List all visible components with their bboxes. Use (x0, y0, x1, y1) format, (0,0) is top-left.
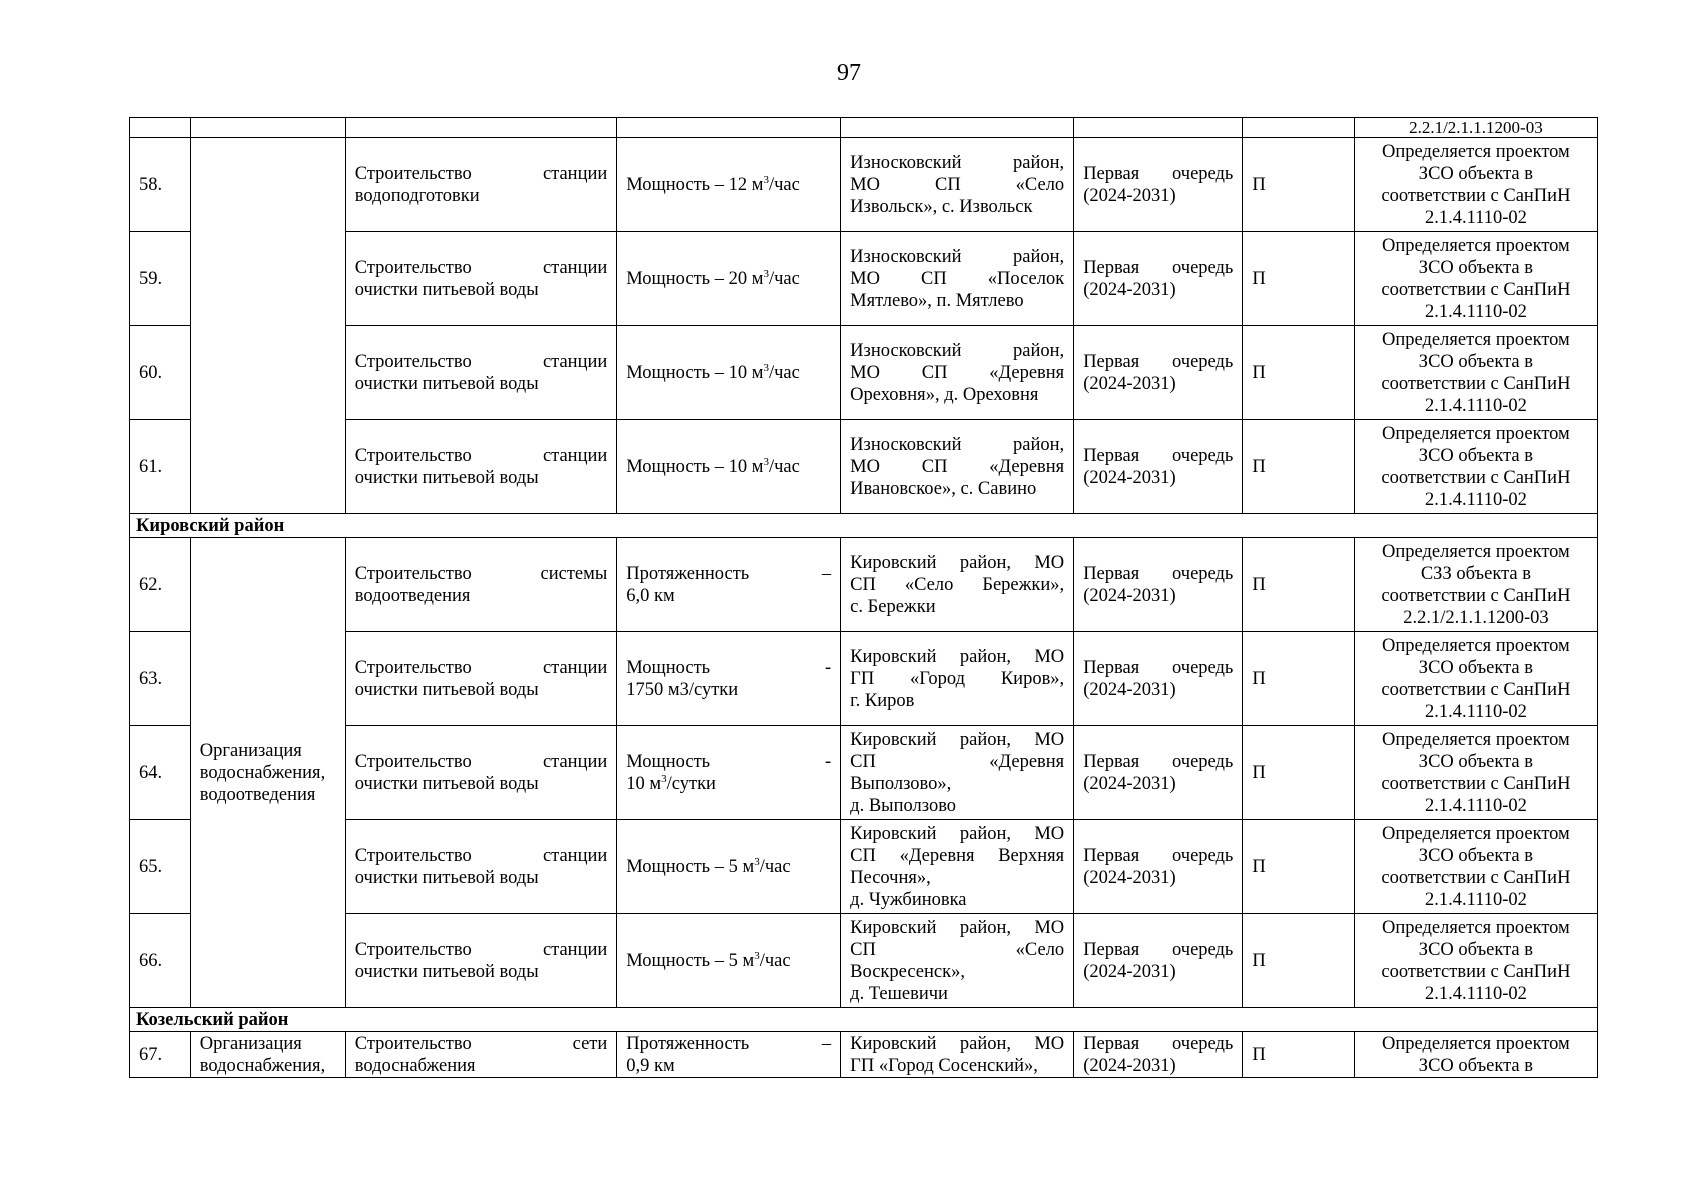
cell-line: водоотведения (354, 585, 471, 606)
row-number: 59. (130, 232, 191, 326)
sanitary-note (1354, 420, 1597, 514)
cell-line: ЗСО объекта в (1418, 445, 1533, 466)
cell-line: ГП «Город Киров», (850, 668, 1065, 689)
cell-line: очистки питьевой воды (354, 467, 539, 488)
cell-line: Выползово», (850, 773, 952, 794)
cell-line: СП «Деревня (850, 751, 1065, 772)
cell-line: соответствии с СанПиН (1381, 961, 1571, 982)
cell-line: Определяется проектом (1382, 729, 1570, 750)
cell-line: Кировский район, МО (850, 646, 1065, 667)
work-description (345, 820, 617, 914)
cell-line: очистки питьевой воды (354, 867, 539, 888)
cell-line: Песочня», (850, 867, 931, 888)
status: П (1243, 538, 1354, 632)
phase: Первая очередь (2024-2031) (1074, 726, 1243, 820)
location (841, 1032, 1074, 1078)
cell-line: Строительство станции (354, 939, 608, 960)
cell-line: Извольск», с. Извольск (850, 196, 1033, 217)
empty-cell (1074, 118, 1243, 138)
phase: Первая очередь (2024-2031) (1074, 632, 1243, 726)
cell-line: Мощность – 10 $м^3$/час (626, 361, 800, 383)
cell-line: Износковский район, (850, 246, 1065, 267)
section-row (130, 1008, 1598, 1032)
cell-line: соответствии с СанПиН (1381, 867, 1571, 888)
capacity (617, 1032, 841, 1078)
cell-line: Организация (199, 1033, 302, 1054)
cell-line: водоснабжения (354, 1055, 476, 1076)
capacity (617, 632, 841, 726)
capacity (617, 420, 841, 514)
row-number: 63. (130, 632, 191, 726)
cell-line: д. Чужбиновка (850, 889, 967, 910)
cell-line: ЗСО объекта в (1418, 351, 1533, 372)
cell-line: 0,9 км (626, 1055, 675, 1076)
work-description (345, 1032, 617, 1078)
cell-line: 10 $м^3$/сутки (626, 772, 716, 794)
sanitary-note (1354, 232, 1597, 326)
continuation-note: 2.2.1/2.1.1.1200-03 (1354, 118, 1597, 138)
empty-cell (617, 118, 841, 138)
cell-line: 1750 м3/сутки (626, 679, 739, 700)
cell-line: г. Киров (850, 690, 915, 711)
table-body (130, 118, 1598, 1078)
cell-line: Строительство системы (354, 563, 608, 584)
cell-line: очистки питьевой воды (354, 961, 539, 982)
cell-line: Мощность – 10 $м^3$/час (626, 455, 800, 477)
sanitary-note (1354, 632, 1597, 726)
cell-line: соответствии с СанПиН (1381, 467, 1571, 488)
location (841, 420, 1074, 514)
cell-line: ЗСО объекта в (1418, 845, 1533, 866)
work-description (345, 138, 617, 232)
cell-line: ЗСО объекта в (1418, 163, 1533, 184)
cell-line: Определяется проектом (1382, 635, 1570, 656)
cell-line: соответствии с СанПиН (1381, 773, 1571, 794)
cell-line: очистки питьевой воды (354, 279, 539, 300)
work-description (345, 420, 617, 514)
cell-line: Определяется проектом (1382, 1033, 1570, 1054)
phase: Первая очередь (2024-2031) (1074, 820, 1243, 914)
work-description (345, 538, 617, 632)
work-description (345, 726, 617, 820)
sanitary-note (1354, 1032, 1597, 1078)
row-number: 58. (130, 138, 191, 232)
location (841, 632, 1074, 726)
empty-cell (345, 118, 617, 138)
status: П (1243, 1032, 1354, 1078)
phase: Первая очередь (2024-2031) (1074, 138, 1243, 232)
cell-line: ГП «Город Сосенский», (850, 1055, 1038, 1076)
sanitary-note (1354, 326, 1597, 420)
cell-line: СЗЗ объекта в (1420, 563, 1531, 584)
cell-line: ЗСО объекта в (1418, 257, 1533, 278)
phase: Первая очередь (2024-2031) (1074, 420, 1243, 514)
cell-line: Определяется проектом (1382, 329, 1570, 350)
cell-line: Мощность – 5 $м^3$/час (626, 949, 791, 971)
cell-line: Определяется проектом (1382, 423, 1570, 444)
cell-line: Ивановское», с. Савино (850, 478, 1037, 499)
table-row (130, 232, 1598, 326)
row-number: 61. (130, 420, 191, 514)
table-row (130, 914, 1598, 1008)
phase: Первая очередь (2024-2031) (1074, 914, 1243, 1008)
row-number: 65. (130, 820, 191, 914)
page-number: 97 (837, 60, 861, 86)
cell-line: соответствии с СанПиН (1381, 185, 1571, 206)
cell-line: Мощность - (626, 751, 832, 772)
cell-line: 2.1.4.1110-02 (1424, 207, 1527, 228)
category-cell (190, 538, 345, 1008)
sanitary-note (1354, 820, 1597, 914)
location (841, 138, 1074, 232)
status: П (1243, 914, 1354, 1008)
cell-line: Строительство станции (354, 845, 608, 866)
table-row (130, 326, 1598, 420)
section-title-kirov: Кировский район (130, 514, 1598, 538)
cell-line: ЗСО объекта в (1418, 657, 1533, 678)
sanitary-note (1354, 726, 1597, 820)
cell-line: Протяженность – (626, 563, 832, 584)
cell-line: водоотведения (199, 784, 316, 805)
sanitary-note (1354, 538, 1597, 632)
cell-line: Строительство сети (354, 1033, 608, 1054)
cell-line: Мощность – 20 $м^3$/час (626, 267, 800, 289)
cell-line: ЗСО объекта в (1418, 1055, 1533, 1076)
row-number: 67. (130, 1032, 191, 1078)
location (841, 726, 1074, 820)
table-row (130, 820, 1598, 914)
cell-line: 2.1.4.1110-02 (1424, 395, 1527, 416)
cell-line: 2.1.4.1110-02 (1424, 795, 1527, 816)
cell-line: Мятлево», п. Мятлево (850, 290, 1024, 311)
empty-cell (841, 118, 1074, 138)
capacity (617, 138, 841, 232)
work-description (345, 632, 617, 726)
table-row (130, 1032, 1598, 1078)
cell-line: СП «Деревня Верхняя (850, 845, 1065, 866)
row-number: 60. (130, 326, 191, 420)
cell-line: 2.2.1/2.1.1.1200-03 (1403, 607, 1549, 628)
location (841, 820, 1074, 914)
cell-line: Мощность – 12 $м^3$/час (626, 173, 800, 195)
cell-line: МО СП «Село (850, 174, 1065, 195)
infrastructure-table (129, 117, 1598, 1078)
cell-line: соответствии с СанПиН (1381, 679, 1571, 700)
cell-line: 2.1.4.1110-02 (1424, 983, 1527, 1004)
cell-line: Износковский район, (850, 152, 1065, 173)
cell-line: Строительство станции (354, 751, 608, 772)
capacity (617, 538, 841, 632)
cell-line: 2.1.4.1110-02 (1424, 489, 1527, 510)
row-number: 62. (130, 538, 191, 632)
empty-cell (130, 118, 191, 138)
section-title-kozelsk: Козельский район (130, 1008, 1598, 1032)
status: П (1243, 726, 1354, 820)
cell-line: Строительство станции (354, 163, 608, 184)
phase: Первая очередь (2024-2031) (1074, 326, 1243, 420)
cell-line: ЗСО объекта в (1418, 751, 1533, 772)
cell-line: Мощность - (626, 657, 832, 678)
status: П (1243, 232, 1354, 326)
cell-line: Протяженность – (626, 1033, 832, 1054)
capacity (617, 726, 841, 820)
cell-line: Кировский район, МО (850, 823, 1065, 844)
sanitary-note (1354, 138, 1597, 232)
capacity (617, 232, 841, 326)
cell-line: д. Тешевичи (850, 983, 948, 1004)
cell-line: МО СП «Поселок (850, 268, 1065, 289)
cell-line: 2.1.4.1110-02 (1424, 301, 1527, 322)
cell-line: Строительство станции (354, 351, 608, 372)
cell-line: очистки питьевой воды (354, 773, 539, 794)
section-row (130, 514, 1598, 538)
cell-line: Кировский район, МО (850, 552, 1065, 573)
status: П (1243, 820, 1354, 914)
cell-line: Ореховня», д. Ореховня (850, 384, 1039, 405)
cell-line: водоснабжения, (199, 762, 326, 783)
cell-line: Определяется проектом (1382, 141, 1570, 162)
table-row (130, 538, 1598, 632)
phase: Первая очередь (2024-2031) (1074, 1032, 1243, 1078)
location (841, 232, 1074, 326)
status: П (1243, 420, 1354, 514)
category-cell (190, 138, 345, 514)
cell-line: 2.1.4.1110-02 (1424, 889, 1527, 910)
phase: Первая очередь (2024-2031) (1074, 538, 1243, 632)
cell-line: Износковский район, (850, 434, 1065, 455)
cell-line: Кировский район, МО (850, 1033, 1065, 1054)
row-number: 64. (130, 726, 191, 820)
sanitary-note (1354, 914, 1597, 1008)
cell-line: СП «Село Бережки», (850, 574, 1065, 595)
capacity (617, 914, 841, 1008)
cell-line: Определяется проектом (1382, 917, 1570, 938)
continuation-row (130, 118, 1598, 138)
table-row (130, 632, 1598, 726)
work-description (345, 326, 617, 420)
cell-line: Определяется проектом (1382, 541, 1570, 562)
cell-line: очистки питьевой воды (354, 373, 539, 394)
status: П (1243, 326, 1354, 420)
work-description (345, 232, 617, 326)
cell-line: Определяется проектом (1382, 235, 1570, 256)
cell-line: Строительство станции (354, 445, 608, 466)
cell-line: соответствии с СанПиН (1381, 373, 1571, 394)
cell-line: соответствии с СанПиН (1381, 279, 1571, 300)
cell-line: Кировский район, МО (850, 729, 1065, 750)
table-row (130, 726, 1598, 820)
capacity (617, 326, 841, 420)
row-number: 66. (130, 914, 191, 1008)
category-cell (190, 1032, 345, 1078)
table-row (130, 420, 1598, 514)
status: П (1243, 632, 1354, 726)
cell-line: соответствии с СанПиН (1381, 585, 1571, 606)
phase: Первая очередь (2024-2031) (1074, 232, 1243, 326)
status: П (1243, 138, 1354, 232)
cell-line: Строительство станции (354, 257, 608, 278)
location (841, 326, 1074, 420)
cell-line: Организация (199, 740, 302, 761)
cell-line: Строительство станции (354, 657, 608, 678)
cell-line: Мощность – 5 $м^3$/час (626, 855, 791, 877)
location (841, 538, 1074, 632)
cell-line: д. Выползово (850, 795, 957, 816)
cell-line: водоподготовки (354, 185, 480, 206)
work-description (345, 914, 617, 1008)
cell-line: Износковский район, (850, 340, 1065, 361)
cell-line: очистки питьевой воды (354, 679, 539, 700)
cell-line: 2.1.4.1110-02 (1424, 701, 1527, 722)
cell-line: 6,0 км (626, 585, 675, 606)
cell-line: МО СП «Деревня (850, 456, 1065, 477)
cell-line: СП «Село (850, 939, 1065, 960)
table-row (130, 138, 1598, 232)
cell-line: Определяется проектом (1382, 823, 1570, 844)
cell-line: с. Бережки (850, 596, 936, 617)
cell-line: МО СП «Деревня (850, 362, 1065, 383)
cell-line: Кировский район, МО (850, 917, 1065, 938)
empty-cell (190, 118, 345, 138)
empty-cell (1243, 118, 1354, 138)
cell-line: ЗСО объекта в (1418, 939, 1533, 960)
capacity (617, 820, 841, 914)
cell-line: водоснабжения, (199, 1055, 326, 1076)
cell-line: Воскресенск», (850, 961, 965, 982)
location (841, 914, 1074, 1008)
